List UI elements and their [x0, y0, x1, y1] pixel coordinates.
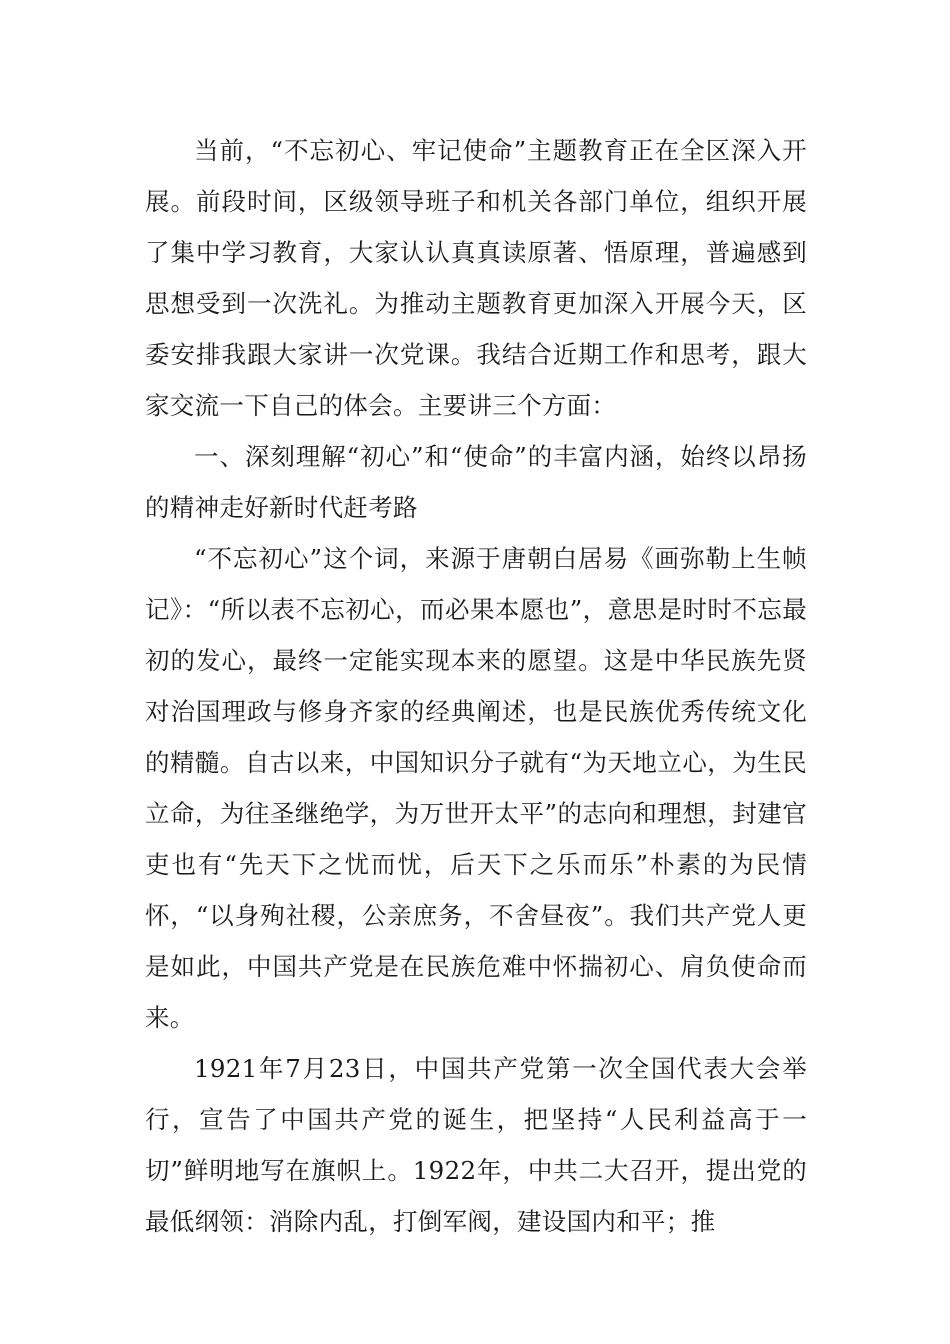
document-body — [145, 125, 807, 1247]
section-heading-1: 一、深刻理解“初心”和“使命”的丰富内涵，始终以昂扬的精神走好新时代赶考路 — [145, 442, 807, 522]
paragraph-intro: 当前，“不忘初心、牢记使命”主题教育正在全区深入开展。前段时间，区级领导班子和机关各部门单位，组织开展了集中学习教育，大家认认真真读原著、悟原理，普遍感到思想受到一次洗礼。为推动主题教育更加深入开展今天，区委安排我跟大家讲一次党课。我结合近期工作和思考，跟大家交流一下自己的体会。主要讲三个方面： — [145, 136, 807, 420]
paragraph-history: 1921年7月23日，中国共产党第一次全国代表大会举行，宣告了中国共产党的诞生，把坚持“人民利益高于一切”鲜明地写在旗帜上。1922年，中共二大召开，提出党的最低纲领：消除内乱，打倒军阀，建设国内和平；推 — [145, 1054, 807, 1236]
paragraph-origin: “不忘初心”这个词，来源于唐朝白居易《画弥勒上生帧记》：“所以表不忘初心，而必果本愿也”，意思是时时不忘最初的发心，最终一定能实现本来的愿望。这是中华民族先贤对治国理政与修身齐家的经典阐述，也是民族优秀传统文化的精髓。自古以来，中国知识分子就有“为天地立心，为生民立命，为往圣继绝学，为万世开太平”的志向和理想，封建官吏也有“先天下之忧而忧，后天下之乐而乐”朴素的为民情怀，“以身殉社稷，公亲庶务，不舍昼夜”。我们共产党人更是如此，中国共产党是在民族危难中怀揣初心、肩负使命而来。 — [145, 544, 807, 1032]
